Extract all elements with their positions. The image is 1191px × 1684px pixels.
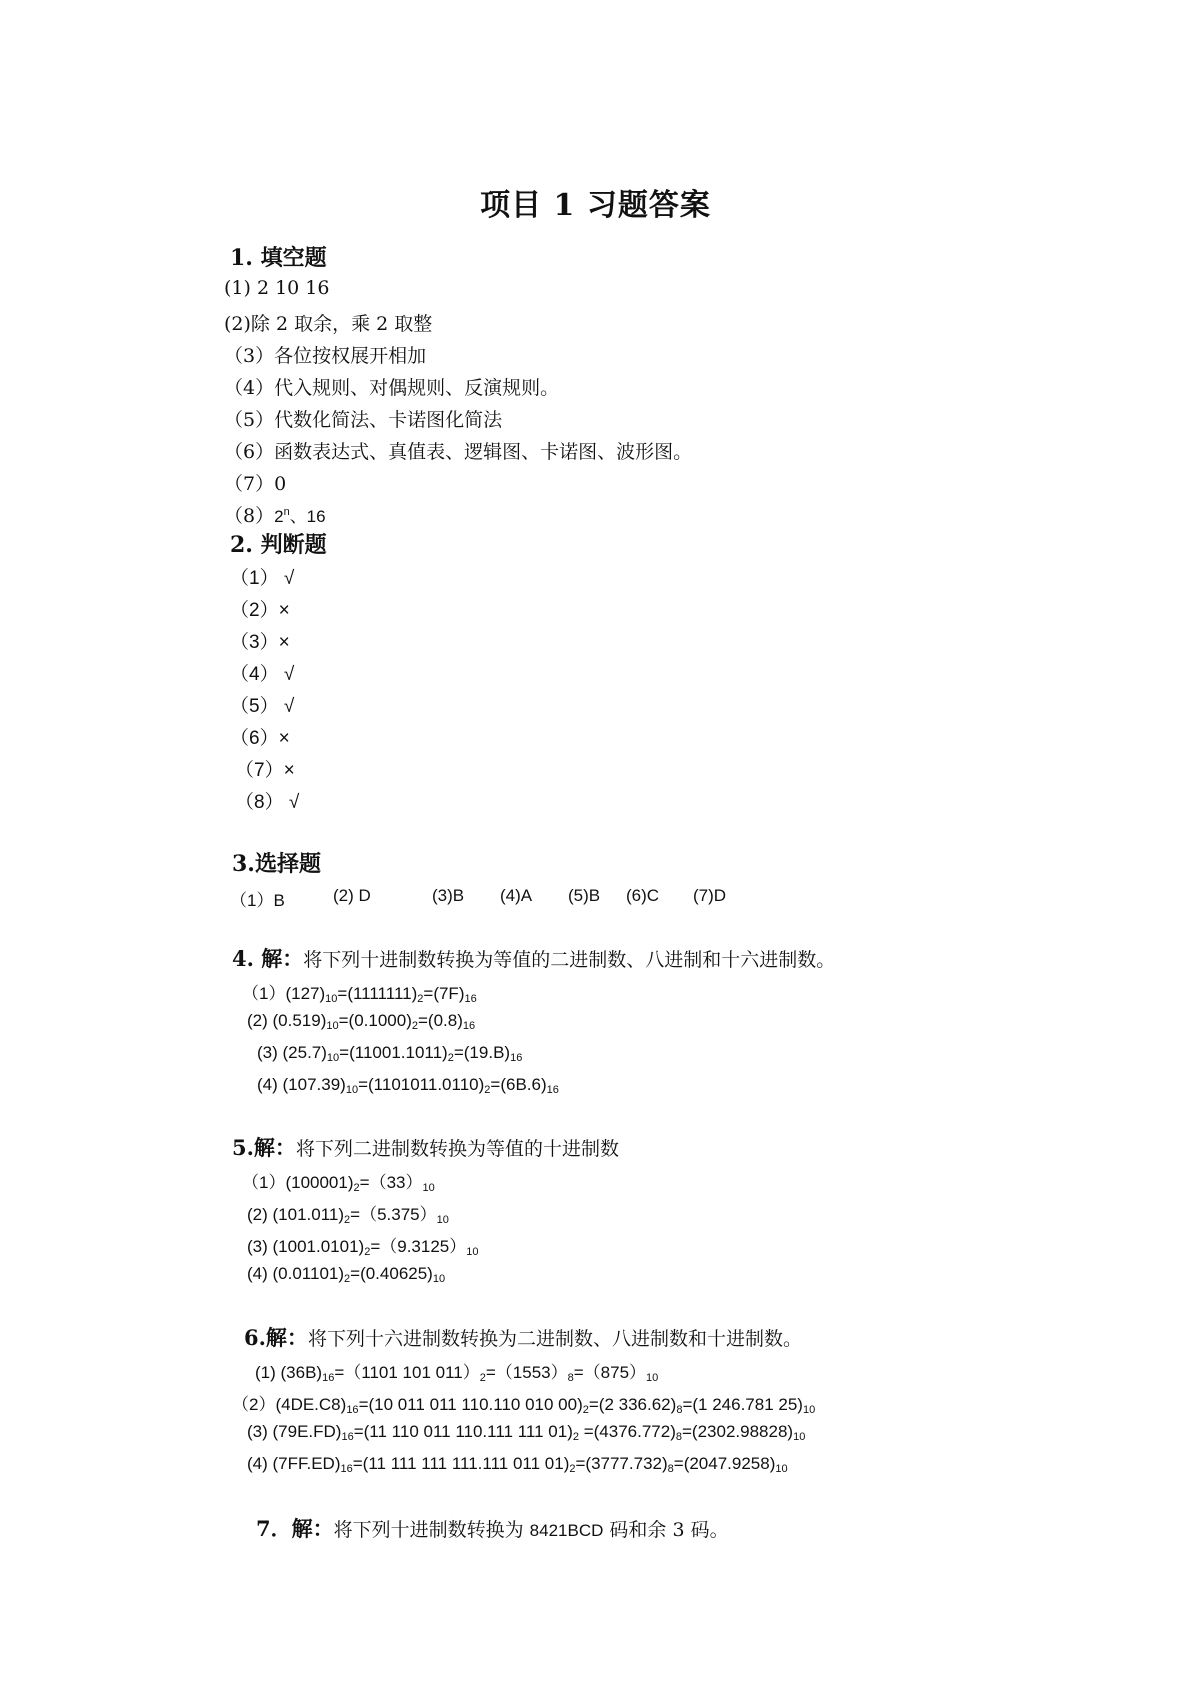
judge-item-3: （3）× <box>230 632 290 653</box>
judge-item-7: （7）× <box>235 760 295 781</box>
choice-answer-6: (6)C <box>626 886 660 905</box>
judge-item-8: （8） √ <box>235 792 300 813</box>
section-3-heading: 3.选择题 <box>232 851 321 877</box>
bin-conversion-row: (4) $(0.01101)_2=(0.40625)_{10}$ <box>247 1264 446 1285</box>
choice-answer-2: (2) D <box>333 886 371 905</box>
section-7-heading: 7．解：将下列十进制数转换为 8421BCD 码和余 3 码。 <box>256 1516 729 1541</box>
section-6-heading: 6.解：将下列十六进制数转换为二进制数、八进制数和十进制数。 <box>244 1325 802 1350</box>
dec-conversion-row: (4) $(107.39)_{10}=(1101011.0110)_2=(6B.6)_{16}$ <box>257 1075 559 1096</box>
page-title: 项目 1 习题答案 <box>480 188 711 223</box>
judge-item-1: （1） √ <box>230 568 295 589</box>
section-4-heading: 4. 解：将下列十进制数转换为等值的二进制数、八进制和十六进制数。 <box>232 946 836 971</box>
bin-conversion-row: $(1)(100001)_2=(33)_{10}$ <box>242 1173 435 1194</box>
choice-answer-7: (7)D <box>693 886 727 905</box>
fill-item-2: (2)除 2 取余，乘 2 取整 <box>224 313 433 335</box>
section-5-heading: 5.解：将下列二进制数转换为等值的十进制数 <box>232 1135 619 1160</box>
bin-conversion-row: (2) $(101.011)_2=(5.375)_{10}$ <box>247 1205 449 1226</box>
hex-conversion-row: $(2)(4DE.C8)_{16}=(10$ 011 011 110.110 010 $00)_2=(2$ $336.62)_8=(1$ 246.781 $25)_{10}$ <box>232 1395 816 1416</box>
choice-answer-5: (5)B <box>568 886 601 905</box>
fill-item-3: （3）各位按权展开相加 <box>224 345 427 367</box>
judge-item-6: （6）× <box>230 728 290 749</box>
choice-answer-4: (4)A <box>500 886 533 905</box>
judge-item-5: （5） √ <box>230 696 295 717</box>
judge-item-4: （4） √ <box>230 664 295 685</box>
choice-answer-1: （1）B <box>230 891 285 910</box>
hex-conversion-row: (1) $(36B)_{16}=(1101$ 101 $011)_2=(1553)_8=(875)_{10}$ <box>255 1363 659 1384</box>
hex-conversion-row: (4) $(7FF.ED)_{16}=(11$ 111 111 111.111 011 $01)_2=(3777.732)_8=(2047.9258)_{10}$ <box>247 1454 788 1475</box>
fill-item-8: （8）2$^n$、16 <box>224 505 326 527</box>
judge-item-2: （2）× <box>230 600 290 621</box>
fill-item-6: （6）函数表达式、真值表、逻辑图、卡诺图、波形图。 <box>224 441 693 463</box>
choice-answer-3: (3)B <box>432 886 465 905</box>
hex-conversion-row: (3) $(79E.FD)_{16}=(11$ 110 011 110.111 111 $01)_2 =(4376.772)_8=(2302.98828)_{10}$ <box>247 1422 806 1443</box>
section-2-heading: 2. 判断题 <box>230 532 327 558</box>
dec-conversion-row: (3) $(25.7)_{10}=(11001.1011)_2=(19.B)_{16}$ <box>257 1043 523 1064</box>
fill-item-4: （4）代入规则、对偶规则、反演规则。 <box>224 377 560 399</box>
dec-conversion-row: $(1)(127)_{10}=(1111111)_2=(7F)_{16}$ <box>242 984 477 1005</box>
fill-item-7: （7）0 <box>224 473 287 495</box>
bin-conversion-row: (3) $(1001.0101)_2=(9.3125)_{10}$ <box>247 1237 479 1258</box>
fill-item-5: （5）代数化简法、卡诺图化简法 <box>224 409 503 431</box>
dec-conversion-row: (2) $(0.519)_{10}=(0.1000)_2=(0.8)_{16}$ <box>247 1011 476 1032</box>
section-1-heading: 1. 填空题 <box>230 245 327 271</box>
fill-item-1: (1) 2 10 16 <box>224 277 330 299</box>
